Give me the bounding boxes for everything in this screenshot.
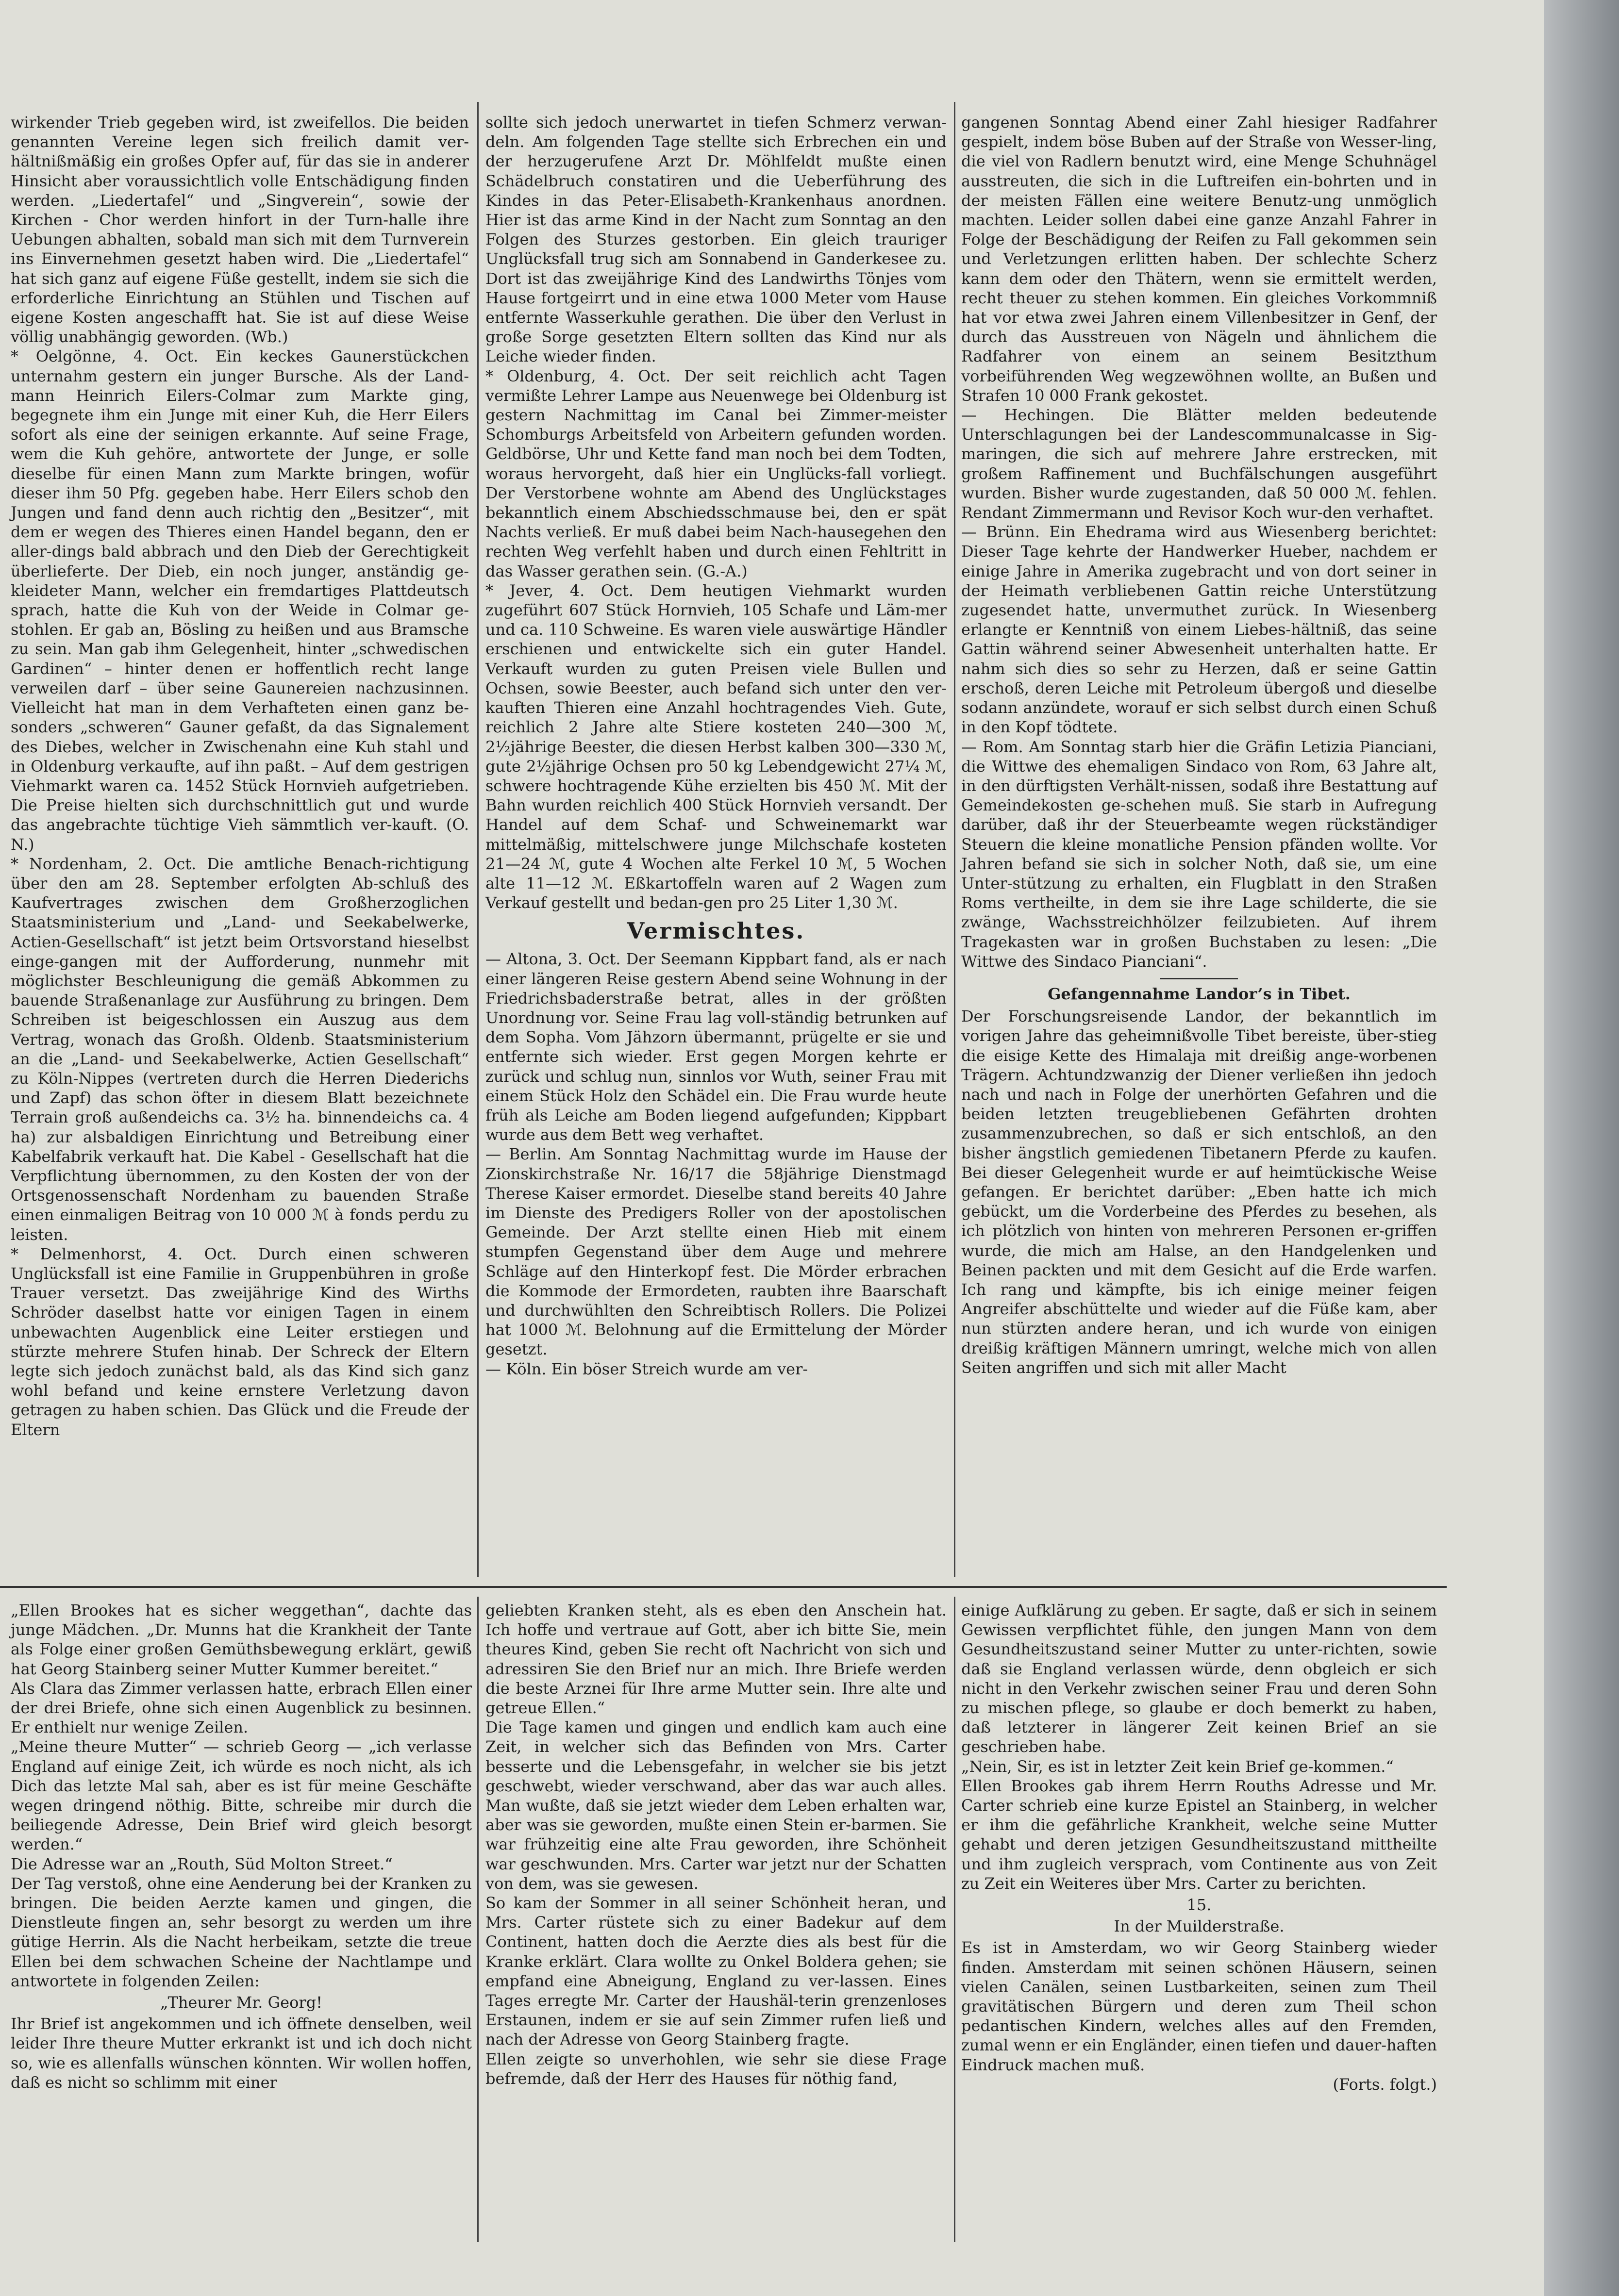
news-item-oldenburg: * Oldenburg, 4. Oct. Der seit reichlich acht Tagen vermißte Lehrer Lampe aus Neuenwege bei Oldenburg ist gestern Nachmittag im Canal bei Zimmer-meister Schomburgs Arbeitsfeld von Arbeitern gefunden worden. Geldbörse, Uhr und Kette fand man noch bei dem Todten, woraus hervorgeht, daß hier ein Unglücks-fall vorliegt. Der Verstorbene wohnte am Abend des Unglückstages bekanntlich einem Abschiedsschmause bei, den er spät Nachts verließ. Er muß dabei beim Nach-hausegehen den rechten Weg verfehlt haben und durch einen Fehltritt in das Wasser gerathen sein. (G.-A.) [485, 366, 947, 580]
serial-paragraph: Die Tage kamen und gingen und endlich kam auch eine Zeit, in welcher sich das Befinden von Mrs. Carter besserte und die Lebensgefahr, in welcher sie bis jetzt geschwebt, wieder verschwand, aber das war auch alles. Man wußte, daß sie jetzt wieder dem Leben erhalten war, aber was sie geworden, mußte einen Stein er-barmen. Sie war frühzeitig eine alte Frau geworden, ihre Schönheit war geschwunden. Mrs. Carter war jetzt nur der Schatten von dem, was sie gewesen. [485, 1718, 947, 1893]
column-2 [485, 113, 947, 1379]
column-divider [954, 1597, 955, 2242]
serial-paragraph: einige Aufklärung zu geben. Er sagte, daß er sich in seinem Gewissen verpflichtet fühle, den jungen Mann von dem Gesundheitszustand seiner Mutter zu unter-richten, sowie daß sie England verlassen würde, denn obgleich er sich nicht in den Verkehr zwischen seiner Frau und deren Sohn zu mischen pflege, so glaube er doch bemerkt zu haben, daß letzterer in längerer Zeit keinen Brief an sie geschrieben habe. [961, 1601, 1437, 1756]
serial-paragraph: „Ellen Brookes hat es sicher weggethan“, dachte das junge Mädchen. „Dr. Munns hat die Krankheit der Tante als Folge einer großen Gemüthsbewegung erklärt, gewiß hat Georg Stainberg seiner Mutter Kummer bereitet.“ [11, 1601, 472, 1678]
news-item-altona: — Altona, 3. Oct. Der Seemann Kippbart fand, als er nach einer längeren Reise gestern Abend seine Wohnung in der Friedrichsbaderstraße betrat, alles in der größten Unordnung vor. Seine Frau lag voll-ständig betrunken auf dem Sopha. Vom Jähzorn übermannt, prügelte er sie und entfernte sich wieder. Erst gegen Morgen kehrte er zurück und schlug nun, sinnlos vor Wuth, seiner Frau mit einem Stück Holz den Schädel ein. Die Frau wurde heute früh als Leiche am Boden liegend aufgefunden; Kippbart wurde aus dem Bett weg verhaftet. [485, 950, 947, 1144]
feuilleton-separator [0, 1586, 1447, 1588]
chapter-number: 15. [1186, 1896, 1212, 1915]
paragraph: sollte sich jedoch unerwartet in tiefen Schmerz verwan-deln. Am folgenden Tage stellte sich Erbrechen ein und der herzugerufene Arzt Dr. Möhlfeldt mußte einen Schädelbruch constatiren und die Ueberführung des Kindes in das Peter-Elisabeth-Krankenhaus anordnen. Hier ist das arme Kind in der Nacht zum Sonntag an den Folgen des Sturzes gestorben. Ein gleich trauriger Unglücksfall trug sich am Sonnabend in Ganderkesee zu. Dort ist das zweijährige Kind des Landwirths Tönjes vom Hause fortgeirrt und in eine etwa 1000 Meter vom Hause entfernte Wasserkuhle gerathen. Die über den Verlust in große Sorge gesetzten Eltern sollten das Kind nur als Leiche wieder finden. [485, 113, 947, 366]
serial-paragraph: Die Adresse war an „Routh, Süd Molton Street.“ [11, 1854, 393, 1873]
column-divider [954, 102, 955, 1577]
news-item-berlin: — Berlin. Am Sonntag Nachmittag wurde im Hause der Zionskirchstraße Nr. 16/17 die 58jährige Dienstmagd Therese Kaiser ermordet. Dieselbe stand bereits 40 Jahre im Dienste des Predigers Roller von der apostolischen Gemeinde. Der Arzt stellte einen Hieb mit einem stumpfen Gegenstand über dem Auge und mehrere Schläge auf den Hinterkopf fest. Die Mörder erbrachen die Kommode der Ermordeten, raubten ihre Baarschaft und durchwühlten den Schreibtisch Rollers. Die Polizei hat 1000 ℳ. Belohnung auf die Ermittelung der Mörder gesetzt. [485, 1145, 947, 1359]
serial-paragraph: geliebten Kranken steht, als es eben den Anschein hat. Ich hoffe und vertraue auf Gott, aber ich bitte Sie, mein theures Kind, geben Sie recht oft Nachricht von sich und adressiren Sie den Brief nur an mich. Ihre Briefe werden die beste Arznei für Ihre arme Mutter sein. Ihre alte und getreue Ellen.“ [485, 1601, 947, 1718]
column-divider [477, 1597, 479, 2242]
book-binding-edge [1544, 0, 1619, 2296]
serial-paragraph: Ellen Brookes gab ihrem Herrn Rouths Adresse und Mr. Carter schrieb eine kurze Epistel an Stainberg, in welcher er ihm die gefährliche Krankheit, welche seine Mutter gehabt und deren jetzigen Gesundheitszustand mittheilte und ihm zugleich versprach, vom Continente aus von Zeit zu Zeit ein Weiteres über Mrs. Carter zu berichten. [961, 1776, 1437, 1893]
paragraph: wirkender Trieb gegeben wird, ist zweifellos. Die beiden genannten Vereine legen sich freilich damit ver-hältnißmäßig ein großes Opfer auf, für das sie in anderer Hinsicht aber voraussichtlich volle Entschädigung finden werden. „Liedertafel“ und „Singverein“, sowie der Kirchen - Chor werden hinfort in der Turn-halle ihre Uebungen abhalten, sobald man sich mit dem Turnverein ins Einvernehmen gesetzt haben wird. Die „Liedertafel“ hat sich ganz auf eigene Füße gestellt, indem sie sich die erforderliche Einrichtung an Stühlen und Tischen auf eigene Kosten angeschafft hat. Sie ist auf diese Weise völlig unabhängig geworden. (Wb.) [11, 113, 469, 347]
news-item-oelgoenne: * Oelgönne, 4. Oct. Ein keckes Gaunerstückchen unternahm gestern ein junger Bursche. Als der Land-mann Heinrich Eilers-Colmar zum Markte ging, begegnete ihm ein Junge mit einer Kuh, die Herr Eilers sofort als eine der seinigen erkannte. Auf seine Frage, wem die Kuh gehöre, antwortete der Junge, er solle dieselbe für einen Mann zum Markte bringen, wofür dieser ihm 50 Pfg. gegeben habe. Herr Eilers schob den Jungen und fand denn auch richtig den „Besitzer“, mit dem er wegen des Thieres einen Handel begann, den er aller-dings bald abbrach und den Dieb der Gerechtigkeit überlieferte. Der Dieb, ein noch junger, anständig ge-kleideter Mann, welcher ein fremdartiges Plattdeutsch sprach, hatte die Kuh von der Weide in Colmar ge-stohlen. Er gab an, Bösling zu heißen und aus Bramsche zu sein. Man gab ihm Gelegenheit, hinter „schwedischen Gardinen“ – hinter denen er hoffentlich recht lange verweilen darf – über seine Gaunereien nachzusinnen. Vielleicht hat man in dem Verhafteten einen ganz be-sonders „schweren“ Gauner gefaßt, da das Signalement des Diebes, welcher in Zwischenahn eine Kuh stahl und in Oldenburg verkaufte, auf ihn paßt. – Auf dem gestrigen Viehmarkt waren ca. 1452 Stück Hornvieh aufgetrieben. Die Preise hielten sich durchschnittlich gut und wurde das angebrachte tüchtige Vieh sämmtlich ver-kauft. (O. N.) [11, 347, 469, 854]
article-landor: Der Forschungsreisende Landor, der bekanntlich im vorigen Jahre das geheimnißvolle Tibet bereiste, über-stieg die eisige Kette des Himalaja mit dreißig ange-worbenen Trägern. Achtundzwanzig der Diener verließen ihn jedoch nach und nach in Folge der unerhörten Gefahren und die beiden letzten treugebliebenen Gefährten drohten zusammenzubrechen, so daß er sich entschloß, an den bisher ängstlich gemiedenen Tibetanern Pferde zu kaufen. Bei dieser Gelegenheit wurde er auf heimtückische Weise gefangen. Er berichtet darüber: „Eben hatte ich mich gebückt, um die Vorderbeine des Pferdes zu besehen, als ich plötzlich von hinten von mehreren Personen er-griffen wurde, die mich am Halse, an den Handgelenken und Beinen packten und mit dem Gesicht auf die Erde warfen. Ich rang und kämpfte, bis ich einige meiner feigen Angreifer abschüttelte und wieder auf die Füße kam, aber nun stürzten andere heran, und ich wurde von einigen dreißig kräftigen Männern umringt, welche mich von allen Seiten angriffen und sich mit aller Macht [961, 1007, 1437, 1377]
serial-paragraph: Als Clara das Zimmer verlassen hatte, erbrach Ellen einer der drei Briefe, ohne sich einen Augenblick zu besinnen. Er enthielt nur wenige Zeilen. [11, 1679, 472, 1737]
column-4-serial [11, 1601, 472, 2092]
news-item-bruenn: — Brünn. Ein Ehedrama wird aus Wiesenberg berichtet: Dieser Tage kehrte der Handwerker Hueber, nachdem er einige Jahre in Amerika zugebracht und von dort seiner in der Heimath verbliebenen Gattin reiche Unterstützung zugesendet hatte, unvermuthet zurück. In Wiesenberg erlangte er Kenntniß von einem Liebes-hältniß, das seine Gattin während seiner Abwesenheit unterhalten hatte. Er nahm sich dies so sehr zu Herzen, daß er seine Gattin erschoß, deren Leiche mit Petroleum übergoß und dieselbe sodann anzündete, worauf er sich selbst durch einen Schuß in den Kopf tödtete. [961, 523, 1437, 737]
news-item-nordenham: * Nordenham, 2. Oct. Die amtliche Benach-richtigung über den am 28. September erfolgten Ab-schluß des Kaufvertrages zwischen dem Großherzoglichen Staatsministerium und „Land- und Seekabelwerke, Actien-Gesellschaft“ ist jetzt beim Ortsvorstand hieselbst einge-gangen mit der Aufforderung, nunmehr mit möglichster Beschleunigung die gemäß Abkommen zu bauende Straßenanlage zur Ausführung zu bringen. Dem Schreiben ist beigeschlossen ein Auszug aus dem Vertrag, wonach das Großh. Oldenb. Staatsministerium an die „Land- und Seekabelwerke, Actien Gesellschaft“ zu Köln-Nippes (vertreten durch die Herren Diederichs und Zapf) das schon öfter in diesem Blatt bezeichnete Terrain groß außendeichs ca. 3½ ha. binnendeichs ca. 4 ha) zur alsbaldigen Einrichtung und Betreibung einer Kabelfabrik verkauft hat. Die Kabel - Gesellschaft hat die Verpflichtung übernommen, zu den Kosten der von der Ortsgenossenschaft Nordenham zu bauenden Straße einen einmaligen Beitrag von 10 000 ℳ à fonds perdu zu leisten. [11, 854, 469, 1244]
news-item-rom: — Rom. Am Sonntag starb hier die Gräfin Letizia Pianciani, die Wittwe des ehemaligen Sindaco von Rom, 63 Jahre alt, in den dürftigsten Verhält-nissen, sodaß ihre Bestattung auf Gemeindekosten ge-schehen muß. Sie starb in Aufregung darüber, daß ihr der Steuerbeamte wegen rückständiger Steuern die kleine monatliche Pension pfänden wollte. Vor Jahren befand sie sich in solcher Noth, daß sie, um eine Unter-stützung zu erhalten, ein Flugblatt in den Straßen Roms vertheilte, in dem sie ihre Lage schilderte, die sie zwänge, Wachsstreichhölzer feilzubieten. Auf ihrem Tragekasten war in großen Buchstaben zu lesen: „Die Wittwe des Sindaco Pianciani“. [961, 737, 1437, 971]
column-divider [477, 102, 479, 1577]
section-heading-vermischtes: Vermischtes. [627, 918, 805, 944]
news-item-koeln: — Köln. Ein böser Streich wurde am ver- [485, 1359, 808, 1378]
serial-paragraph: Ihr Brief ist angekommen und ich öffnete denselben, weil leider Ihre theure Mutter erkrankt ist und ich doch nicht so, wie es allenfalls wünschen könnten. Wir wollen hoffen, daß es nicht so schlimm mit einer [11, 2015, 472, 2092]
serial-paragraph: Der Tag verstoß, ohne eine Aenderung bei der Kranken zu bringen. Die beiden Aerzte kamen und gingen, die Dienstleute fingen an, sehr besorgt zu werden um ihre gütige Herrin. Als die Nacht herbeikam, setzte die treue Ellen bei dem schwachen Scheine der Nachtlampe und antwortete in folgenden Zeilen: [11, 1874, 472, 1990]
column-1 [11, 113, 469, 1439]
continuation-note: (Forts. folgt.) [1333, 2075, 1437, 2094]
column-5-serial [485, 1601, 947, 2088]
article-heading-landor: Gefangennahme Landor’s in Tibet. [1048, 984, 1351, 1003]
serial-paragraph: So kam der Sommer in all seiner Schönheit heran, und Mrs. Carter rüstete sich zu einer Badekur auf dem Continent, hatten doch die Aerzte dies als best für die Kranke erklärt. Clara wollte zu Onkel Boldera gehen; sie empfand eine Abneigung, England zu ver-lassen. Eines Tages erregte Mr. Carter der Haushäl-terin grenzenloses Erstaunen, indem er sie auf sein Zimmer rufen ließ und nach der Adresse von Georg Stainberg fragte. [485, 1894, 947, 2049]
serial-paragraph: „Nein, Sir, es ist in letzter Zeit kein Brief ge-kommen.“ [961, 1757, 1394, 1776]
news-item-jever: * Jever, 4. Oct. Dem heutigen Viehmarkt wurden zugeführt 607 Stück Hornvieh, 105 Schafe und Läm-mer und ca. 110 Schweine. Es waren viele auswärtige Händler erschienen und entwickelte sich ein guter Handel. Verkauft wurden zu guten Preisen viele Bullen und Ochsen, sowie Beester, auch befand sich unter den ver-kauften Thieren eine Anzahl hochtragendes Vieh. Gute, reichlich 2 Jahre alte Stiere kosteten 240—300 ℳ, 2½jährige Beester, die diesen Herbst kalben 300—330 ℳ, gute 2½jährige Ochsen pro 50 kg Lebendgewicht 27¼ ℳ, schwere hochtragende Kühe erzielten bis 450 ℳ. Mit der Bahn wurden reichlich 400 Stück Hornvieh versandt. Der Handel auf dem Schaf- und Schweinemarkt war mittelmäßig, mittelschwere junge Milchschafe kosteten 21—24 ℳ, gute 4 Wochen alte Ferkel 10 ℳ, 5 Wochen alte 11—12 ℳ. Eßkartoffeln waren auf 2 Wagen zum Verkauf gestellt und bedan-gen pro 25 Liter 1,30 ℳ. [485, 581, 947, 912]
chapter-title: In der Muilderstraße. [1114, 1917, 1285, 1936]
column-6-serial [961, 1601, 1437, 2094]
news-item-delmenhorst: * Delmenhorst, 4. Oct. Durch einen schweren Unglücksfall ist eine Familie in Gruppenbühren in große Trauer versetzt. Das zweijährige Kind des Wirths Schröder daselbst hatte vor einigen Tagen in einem unbewachten Augenblick eine Leiter erstiegen und stürzte mehrere Stufen hinab. Der Schreck der Eltern legte sich jedoch zunächst bald, als das Kind sich ganz wohl befand und keine ernstere Verletzung davon getragen zu haben schien. Das Glück und die Freude der Eltern [11, 1244, 469, 1439]
section-rule [1160, 978, 1238, 979]
paragraph: gangenen Sonntag Abend einer Zahl hiesiger Radfahrer gespielt, indem böse Buben auf der Straße von Wesser-ling, die viel von Radlern benutzt wird, eine Menge Schuhnägel ausstreuten, die sich in die Luftreifen ein-bohrten und in der meisten Fällen eine weitere Benutz-ung unmöglich machten. Leider sollen dabei eine ganze Anzahl Fahrer in Folge der Beschädigung der Reifen zu Fall gekommen sein und Verletzungen erlitten haben. Der schlechte Scherz kann dem oder den Thätern, wenn sie ermittelt werden, recht theuer zu stehen kommen. Ein gleiches Vorkommniß hat vor etwa zwei Jahren einem Villenbesitzer in Genf, der durch das Ausstreuen von Nägeln und ähnlichem die Radfahrer von einem an seinem Besitzthum vorbeiführenden Weg wegzewöhnen wollte, an Bußen und Strafen 10 000 Frank gekostet. [961, 113, 1437, 405]
column-3 [961, 113, 1437, 1377]
serial-paragraph: Es ist in Amsterdam, wo wir Georg Stainberg wieder finden. Amsterdam mit seinen schönen Häusern, seinen vielen Canälen, seinen Lustbarkeiten, seinen zum Theil gravitätischen Bürgern und deren zum Theil schon pedantischen Kindern, welches alles auf den Fremden, zumal wenn er ein Engländer, einen tiefen und dauer-haften Eindruck machen muß. [961, 1938, 1437, 2074]
letter-salutation: „Theurer Mr. Georg! [160, 1993, 322, 2012]
serial-paragraph: „Meine theure Mutter“ — schrieb Georg — „ich verlasse England auf einige Zeit, ich würde es noch nicht, als ich Dich das letzte Mal sah, aber es ist für meine Geschäfte wegen dringend nöthig. Bitte, schreibe mir durch die beiliegende Adresse, Dein Brief wird gleich besorgt werden.“ [11, 1737, 472, 1854]
serial-paragraph: Ellen zeigte so unverhohlen, wie sehr sie diese Frage befremde, daß der Herr des Hauses für nöthig fand, [485, 2049, 947, 2088]
news-item-hechingen: — Hechingen. Die Blätter melden bedeutende Unterschlagungen bei der Landescommunalcasse in Sig-maringen, die sich auf mehrere Jahre erstrecken, mit großem Raffinement und Buchfälschungen ausgeführt wurden. Bisher wurde zugestanden, daß 50 000 ℳ. fehlen. Rendant Zimmermann und Revisor Koch wur-den verhaftet. [961, 406, 1437, 522]
